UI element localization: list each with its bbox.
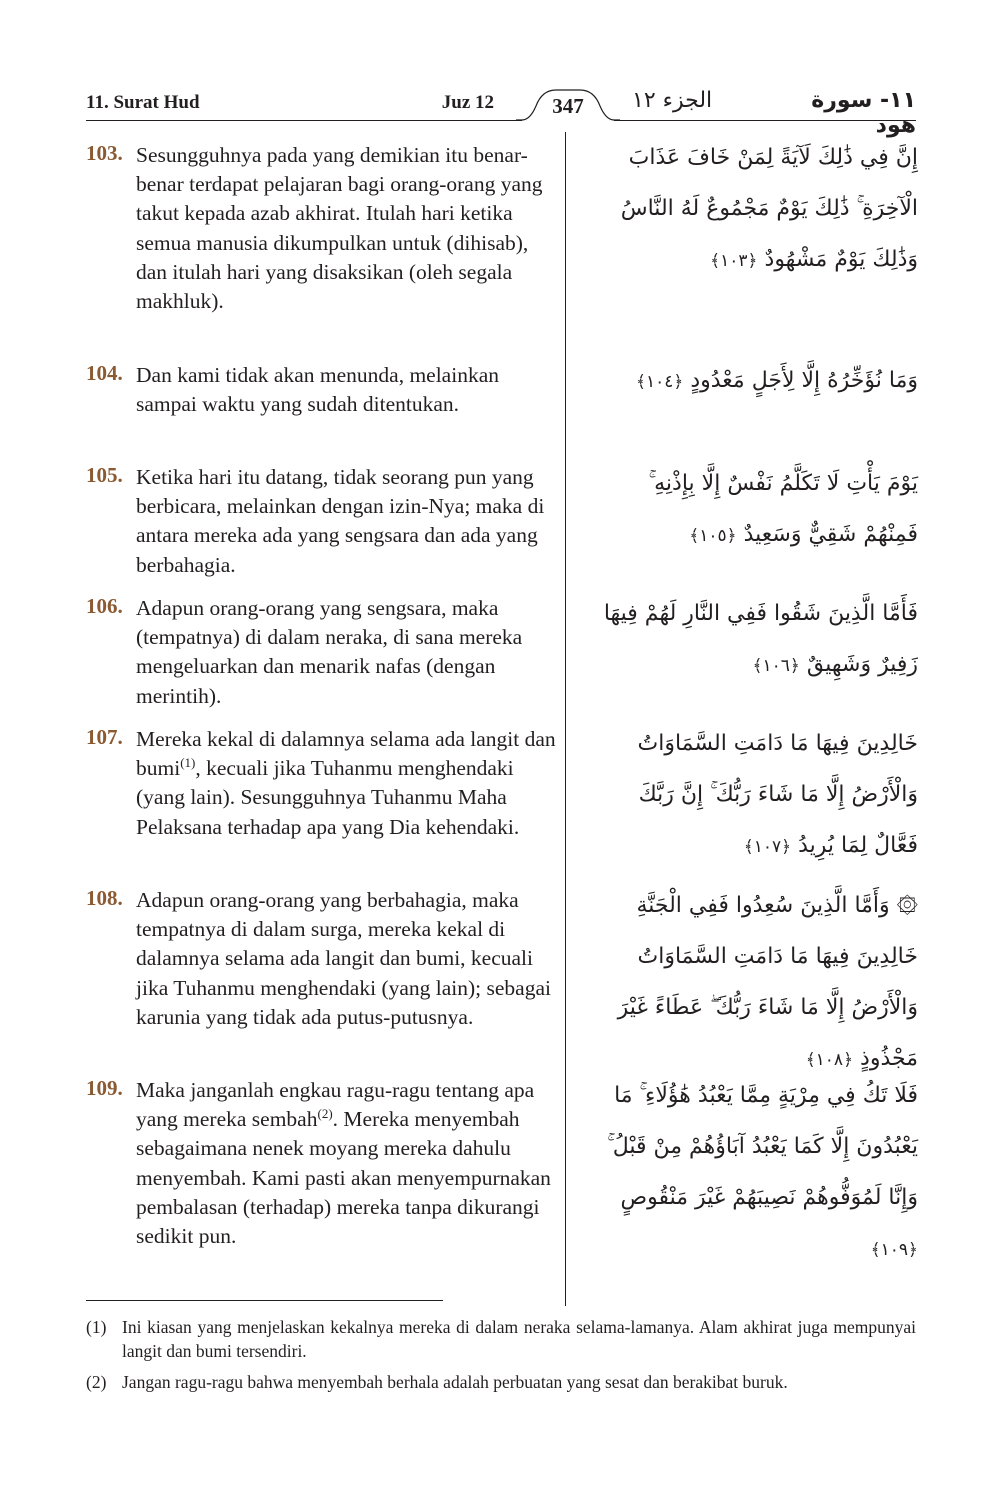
page-number: 347 <box>552 94 584 118</box>
footnote-rule <box>86 1300 443 1301</box>
juz-label-latin: Juz 12 <box>441 92 494 113</box>
verse-number: 106. <box>86 594 123 618</box>
verse-107-translation <box>86 725 556 875</box>
verse-103-translation <box>86 141 556 346</box>
verse-108-arabic: ۞ وَأَمَّا الَّذِينَ سُعِدُوا فَفِي الْجَنَّةِ خَالِدِينَ فِيهَا مَا دَامَتِ السَّمَاوَاتُ وَالْأَرْضُ إِلَّا مَا شَاءَ رَبُّكَ ۖ عَطَاءً غَيْرَ مَجْذُوذٍ ﴿١٠٨﴾ <box>617 893 918 1071</box>
footnote-text: Jangan ragu-ragu bahwa menyembah berhala adalah perbuatan yang sesat dan berakibat buruk. <box>122 1372 788 1392</box>
verse-105-translation <box>86 463 556 583</box>
footnote-ref[interactable]: (1) <box>180 755 196 771</box>
verse-text: Sesungguhnya pada yang demikian itu benar-benar terdapat pelajaran bagi orang-orang yang takut kepada azab akhirat. Itulah hari ketika semua manusia dikumpulkan untuk (dihisab), dan itulah hari yang disaksikan (oleh segala makhluk). <box>136 143 543 314</box>
verse-108-translation <box>86 886 556 1066</box>
ayah-end-marker: ﴿١٠٤﴾ <box>635 372 684 392</box>
ayah-end-marker: ﴿١٠٣﴾ <box>710 251 758 271</box>
verse-109-translation <box>86 1076 556 1286</box>
header-rule-left <box>86 120 522 121</box>
surah-title-arabic: ١١- سورة هود <box>811 88 916 138</box>
verse-number: 104. <box>86 361 123 385</box>
verse-text: Dan kami tidak akan menunda, melainkan sampai waktu yang sudah ditentukan. <box>136 363 499 417</box>
verse-text: Ketika hari itu datang, tidak seorang pun yang berbicara, melainkan dengan izin-Nya; maka di antara mereka ada yang sengsara dan ada yang berbahagia. <box>136 465 545 577</box>
surah-title-latin: 11. Surat Hud <box>86 92 200 113</box>
verse-text: Adapun orang-orang yang sengsara, maka (tempatnya) di dalam neraka, di sana mereka mengeluarkan dan menarik nafas (dengan merintih). <box>136 596 523 708</box>
verse-104-arabic: وَمَا نُؤَخِّرُهُ إِلَّا لِأَجَلٍ مَعْدُودٍ ﴿١٠٤﴾ <box>635 368 918 393</box>
verse-number: 109. <box>86 1076 123 1100</box>
footnote-text: Ini kiasan yang menjelaskan kekalnya mereka di dalam neraka selama-lamanya. Alam akhirat juga mempunyai langit dan bumi tersendiri. <box>122 1317 916 1361</box>
verse-number: 103. <box>86 141 123 165</box>
verse-text: Maka janganlah engkau ragu-ragu tentang apa yang mereka sembah$^{(2)}$. Mereka menyembah sebagaimana nenek moyang mereka dahulu menyembah. Kami pasti akan menyempurnakan pembalasan (terhadap) mereka tanpa dikurangi sedikit pun. <box>136 1078 551 1249</box>
verse-104-translation <box>86 361 556 451</box>
verse-106-arabic: فَأَمَّا الَّذِينَ شَقُوا فَفِي النَّارِ لَهُمْ فِيهَا زَفِيرٌ وَشَهِيقٌ ﴿١٠٦﴾ <box>603 601 918 677</box>
verse-text: Adapun orang-orang yang berbahagia, maka tempatnya di dalam surga, mereka kekal di dalamnya selama ada langit dan bumi, kecuali jika Tuhanmu menghendaki (yang lain); sebagai karunia yang tidak ada putus-putusnya. <box>136 888 551 1029</box>
ayah-end-marker: ﴿١٠٩﴾ <box>870 1240 918 1260</box>
footnote-number: (1) <box>86 1317 107 1337</box>
footnote-ref[interactable]: (2) <box>317 1106 333 1122</box>
verse-107-arabic: خَالِدِينَ فِيهَا مَا دَامَتِ السَّمَاوَاتُ وَالْأَرْضُ إِلَّا مَا شَاءَ رَبُّكَ ۚ إِنَّ رَبَّكَ فَعَّالٌ لِمَا يُرِيدُ ﴿١٠٧﴾ <box>637 731 918 858</box>
ayah-end-marker: ﴿١٠٥﴾ <box>689 526 737 546</box>
ayah-end-marker: ﴿١٠٦﴾ <box>752 656 800 676</box>
verse-109-arabic: فَلَا تَكُ فِي مِرْيَةٍ مِمَّا يَعْبُدُ هَٰؤُلَاءِ ۚ مَا يَعْبُدُونَ إِلَّا كَمَا يَعْبُدُ آبَاؤُهُمْ مِنْ قَبْلُ ۚ وَإِنَّا لَمُوَفُّوهُمْ نَصِيبَهُمْ غَيْرَ مَنْقُوصٍ ﴿١٠٩﴾ <box>607 1083 918 1260</box>
column-divider <box>565 132 566 1306</box>
footnote-number: (2) <box>86 1372 107 1392</box>
juz-label-arabic: الجزء ١٢ <box>632 88 713 113</box>
ayah-end-marker: ﴿١٠٧﴾ <box>743 837 792 857</box>
ayah-end-marker: ﴿١٠٨﴾ <box>805 1050 854 1070</box>
verse-number: 105. <box>86 463 123 487</box>
verse-105-arabic: يَوْمَ يَأْتِ لَا تَكَلَّمُ نَفْسٌ إِلَّا بِإِذْنِهِ ۚ فَمِنْهُمْ شَقِيٌّ وَسَعِيدٌ ﴿١٠٥﴾ <box>648 471 918 547</box>
verse-text: Mereka kekal di dalamnya selama ada langit dan bumi$^{(1)}$, kecuali jika Tuhanmu menghendaki (yang lain). Sesungguhnya Tuhanmu Maha Pelaksana terhadap apa yang Dia kehendaki. <box>136 727 556 839</box>
verse-103-arabic: إِنَّ فِي ذَٰلِكَ لَآيَةً لِمَنْ خَافَ عَذَابَ الْآخِرَةِ ۚ ذَٰلِكَ يَوْمٌ مَجْمُوعٌ لَهُ النَّاسُ وَذَٰلِكَ يَوْمٌ مَشْهُودٌ ﴿١٠٣﴾ <box>620 145 918 272</box>
verse-106-translation <box>86 594 556 714</box>
verse-number: 108. <box>86 886 123 910</box>
verse-number: 107. <box>86 725 123 749</box>
